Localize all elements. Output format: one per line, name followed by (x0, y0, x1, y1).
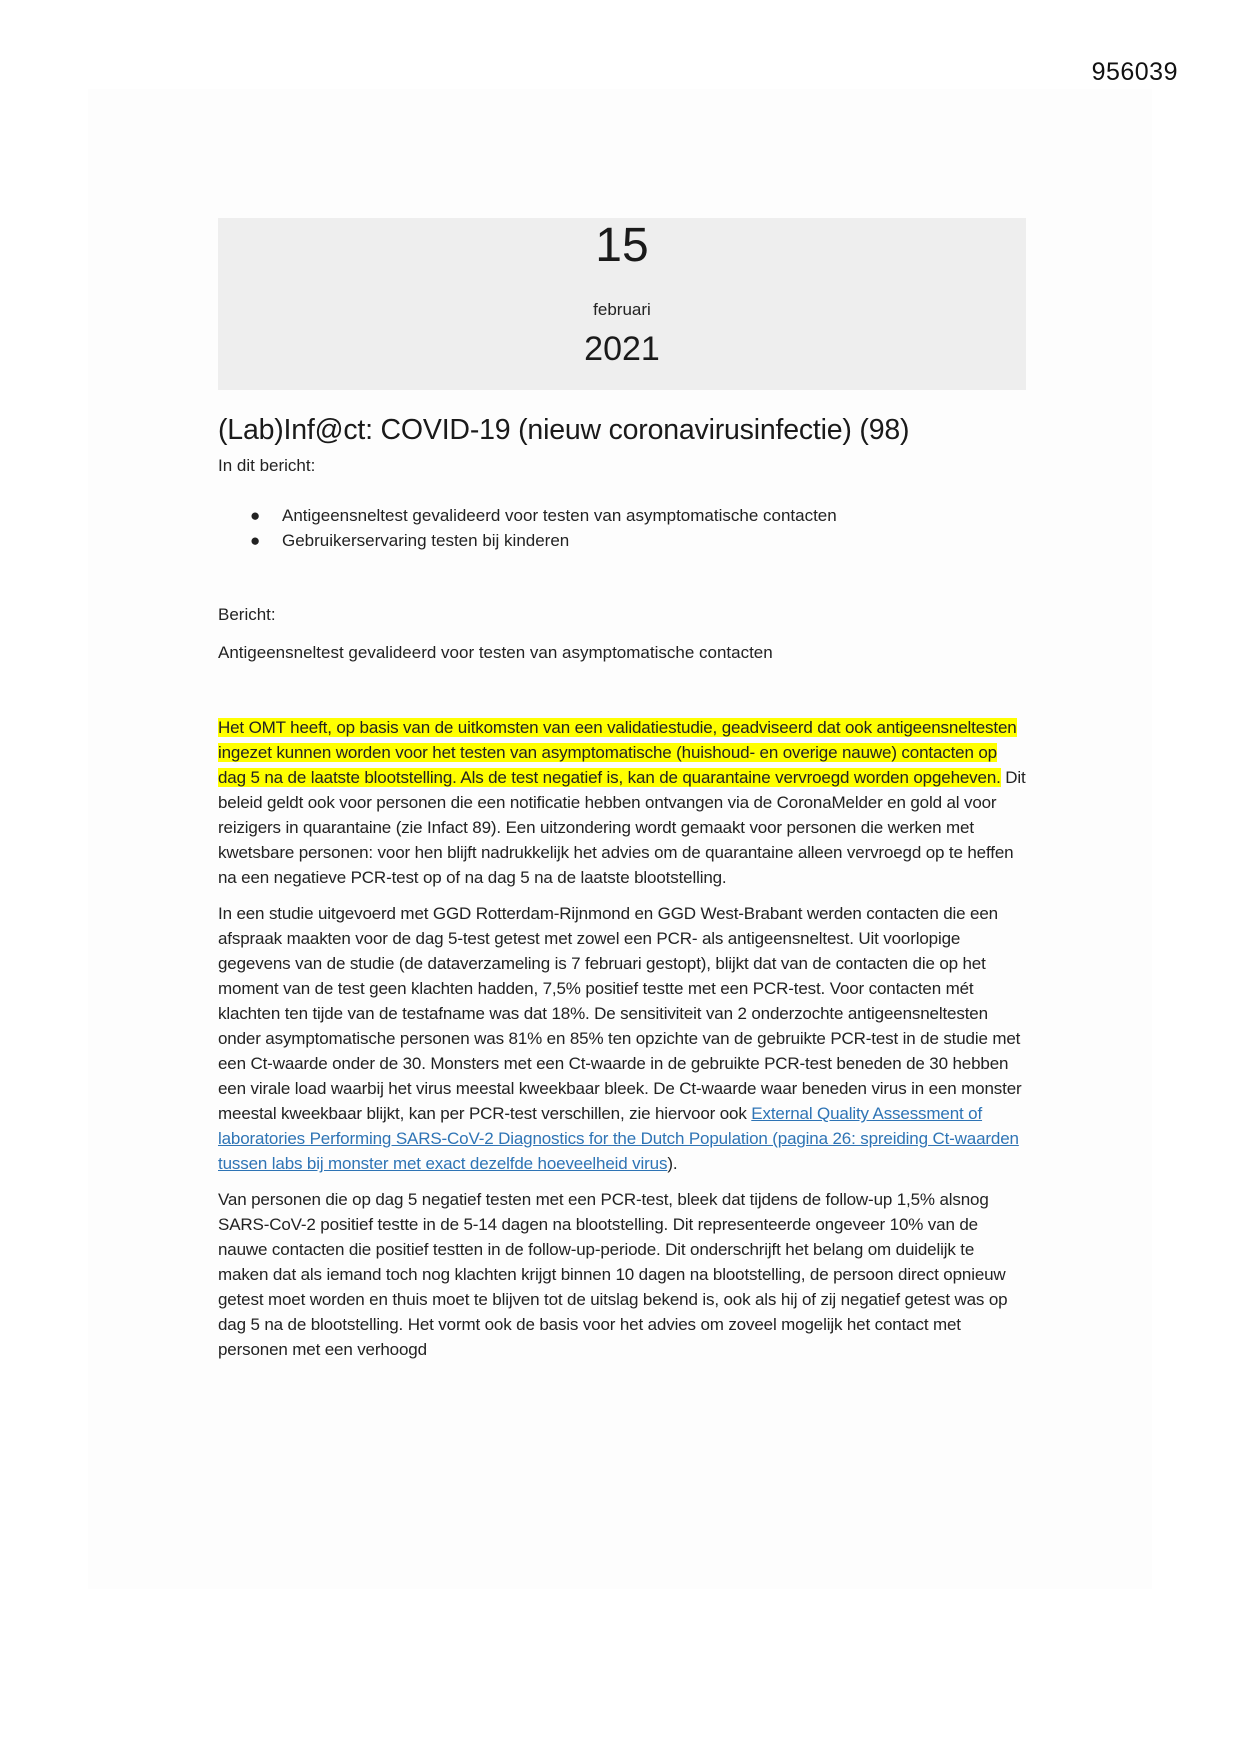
date-day: 15 (595, 219, 649, 272)
intro-label: In dit bericht: (218, 456, 316, 476)
date-banner (218, 218, 1026, 390)
contents-list-item (248, 528, 1026, 553)
bericht-label: Bericht: (218, 605, 276, 625)
document-content (218, 218, 1026, 1362)
bullet-icon: ● (250, 531, 261, 551)
bullet-icon: ● (250, 506, 261, 526)
date-year: 2021 (584, 330, 660, 368)
contents-list (248, 503, 1026, 553)
paragraph-text: ). (667, 1154, 678, 1174)
document-id: 956039 (1091, 58, 1178, 86)
date-month: februari (593, 300, 651, 319)
paragraph-text: Dit beleid geldt ook voor personen die een notificatie hebben ontvangen via de CoronaMelder en gold al voor reizigers in quarantaine (zie Infact 89). Een uitzondering wordt gemaakt voor personen die werken met kwetsbare personen: voor hen blijft nadrukkelijk het advies om de quarantaine alleen vervroegd op te heffen na een negatieve PCR-test op of na dag 5 na de laatste blootstelling. (218, 768, 1026, 888)
paragraph-follow-up (218, 1187, 1026, 1362)
section-title: Antigeensneltest gevalideerd voor testen van asymptomatische contacten (218, 643, 773, 663)
paragraph-text: In een studie uitgevoerd met GGD Rotterdam-Rijnmond en GGD West-Brabant werden contacten die een afspraak maakten voor de dag 5-test getest met zowel een PCR- als antigeensneltest. Uit voorlopige gegevens van de studie (de dataverzameling is 7 februari gestopt), blijkt dat van de contacten die op het moment van de test geen klachten hadden, 7,5% positief testte met een PCR-test. Voor contacten mét klachten ten tijde van de testafname was dat 18%. De sensitiviteit van 2 onderzochte antigeensneltesten onder asymptomatische personen was 81% en 85% ten opzichte van de gebruikte PCR-test in de studie met een Ct-waarde onder de 30. Monsters met een Ct-waarde in de gebruikte PCR-test beneden de 30 hebben een virale load waarbij het virus meestal kweekbaar bleek. De Ct-waarde waar beneden virus in een monster meestal kweekbaar blijkt, kan per PCR-test verschillen, zie hiervoor ook (218, 904, 1022, 1124)
document-title: (Lab)Inf@ct: COVID-19 (nieuw coronavirusinfectie) (98) (218, 414, 910, 446)
paragraph-text: Van personen die op dag 5 negatief testen met een PCR-test, bleek dat tijdens de follow-up 1,5% alsnog SARS-CoV-2 positief testte in de 5-14 dagen na blootstelling. Dit representeerde ongeveer 10% van de nauwe contacten die positief testten in de follow-up-periode. Dit onderschrijft het belang om duidelijk te maken dat als iemand toch nog klachten krijgt binnen 10 dagen na blootstelling, de persoon direct opnieuw getest moet worden en thuis moet te blijven tot de uitslag bekend is, ook als hij of zij negatief getest was op dag 5 na de blootstelling. Het vormt ook de basis voor het advies om zoveel mogelijk het contact met personen met een verhoogd (218, 1190, 1008, 1360)
paragraph-study (218, 901, 1026, 1176)
contents-item-label: Antigeensneltest gevalideerd voor testen van asymptomatische contacten (282, 506, 837, 526)
eqa-report-link[interactable]: External Quality Assessment of laboratories Performing SARS-CoV-2 Diagnostics for the Dutch Population (pagina 26: spreiding Ct-waarden tussen labs bij monster met exact dezelfde hoeveelheid virus (218, 1104, 1019, 1174)
contents-list-item (248, 503, 1026, 528)
highlighted-text: Het OMT heeft, op basis van de uitkomsten van een validatiestudie, geadviseerd dat ook antigeensneltesten ingezet kunnen worden voor het testen van asymptomatische (huishoud- en overige nauwe) contacten op dag 5 na de laatste blootstelling. Als de test negatief is, kan de quarantaine vervroegd worden opgeheven. (218, 718, 1017, 788)
paragraph-omt-advice (218, 715, 1026, 890)
contents-item-label: Gebruikerservaring testen bij kinderen (282, 531, 570, 551)
